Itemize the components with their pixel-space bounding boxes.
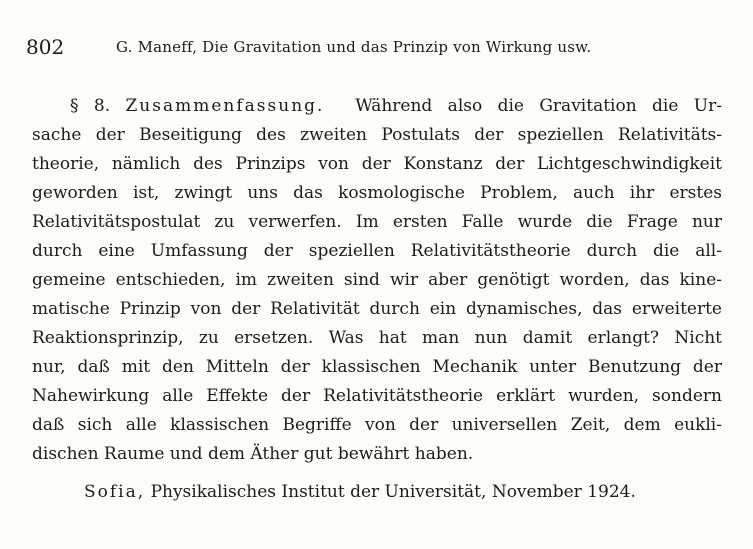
paragraph-line-3: theorie, nämlich des Prinzips von der Konstanz der Lichtgeschwindigkeit <box>32 154 722 174</box>
paragraph-line-10: nur, daß mit den Mitteln der klassischen Mechanik unter Benutzung der <box>32 357 722 377</box>
paragraph-line-13: dischen Raume und dem Äther gut bewährt haben. <box>32 444 474 464</box>
paragraph-line-11: Nahewirkung alle Effekte der Relativitätstheorie erklärt wurden, sondern <box>32 386 722 406</box>
paragraph-line-9: Reaktionsprinzip, zu ersetzen. Was hat man nun damit erlangt? Nicht <box>32 328 722 348</box>
page-number: 802 <box>26 35 65 59</box>
running-head: G. Maneff, Die Gravitation und das Prinzip von Wirkung usw. <box>116 38 592 56</box>
paragraph-line-4: geworden ist, zwingt uns das kosmologische Problem, auch ihr erstes <box>32 183 722 203</box>
signoff-text: Physikalisches Institut der Universität, November 1924. <box>150 482 636 502</box>
paragraph-line-12: daß sich alle klassischen Begriffe von der universellen Zeit, dem eukli- <box>32 415 722 435</box>
signoff <box>84 478 636 507</box>
page-header <box>26 32 726 62</box>
paragraph-line-2: sache der Beseitigung des zweiten Postulats der speziellen Relativitäts- <box>32 125 722 145</box>
paragraph-line-1 <box>32 92 722 121</box>
section-label: § 8. <box>70 96 111 116</box>
section-title: Zusammenfassung. <box>125 96 325 116</box>
paragraph-line-7: gemeine entschieden, im zweiten sind wir aber genötigt worden, das kine- <box>32 270 722 290</box>
paragraph-line-8: matische Prinzip von der Relativität durch ein dynamisches, das erweiterte <box>32 299 722 319</box>
signoff-place: Sofia, <box>84 482 146 502</box>
section-8-paragraph <box>32 92 722 469</box>
paragraph-line-6: durch eine Umfassung der speziellen Relativitätstheorie durch die all- <box>32 241 722 261</box>
paragraph-line-text: Während also die Gravitation die Ur- <box>355 96 722 116</box>
paragraph-line-5: Relativitätspostulat zu verwerfen. Im ersten Falle wurde die Frage nur <box>32 212 722 232</box>
